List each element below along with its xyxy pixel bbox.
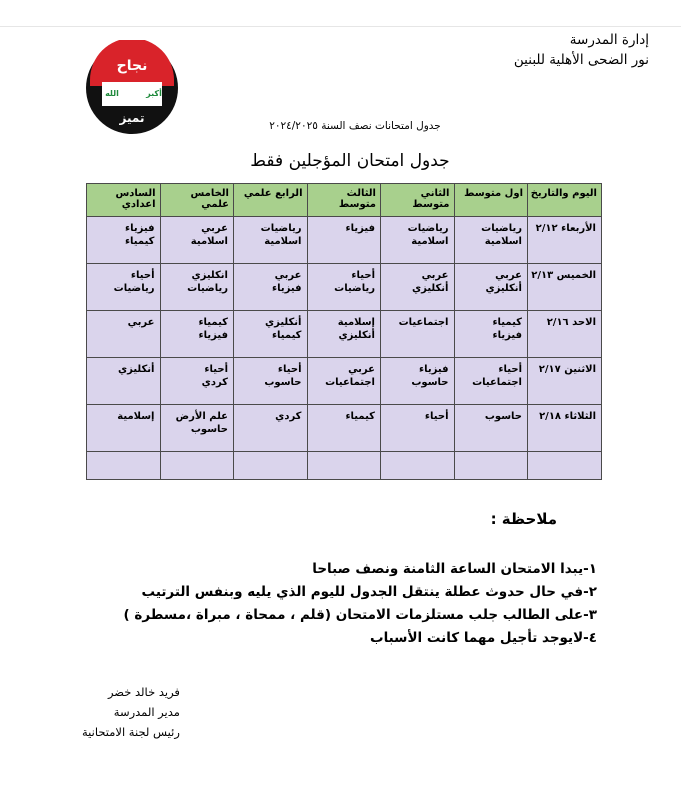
subject-name: كيمياء: [345, 411, 375, 422]
subject-name: كيمياء: [492, 317, 522, 328]
subject-name: اجتماعيات: [398, 317, 449, 328]
subject-cell: [160, 217, 234, 264]
subject-cell: [381, 217, 455, 264]
day-date-cell: الاثنين ٢/١٧: [528, 358, 602, 405]
subject-cell: [160, 264, 234, 311]
empty-row: [87, 452, 602, 480]
signer-name: فريد خالد خضر: [107, 685, 180, 699]
subject-name: عربي: [127, 317, 155, 328]
signer-role-1: مدير المدرسة: [113, 705, 180, 719]
table-row: [87, 405, 602, 452]
empty-cell: [381, 452, 455, 480]
table-row: [87, 217, 602, 264]
subject-name: عربي: [495, 270, 522, 281]
subject-cell: [454, 358, 528, 405]
subject-cell: [87, 264, 161, 311]
exam-subtitle: جدول امتحانات نصف السنة ٢٠٢٤/٢٠٢٥: [269, 120, 441, 132]
subject-cell: [454, 217, 528, 264]
subject-name: رياضيات: [260, 223, 302, 234]
day-date-cell: الخميس ٢/١٣: [528, 264, 602, 311]
subject-name: كردي: [201, 377, 228, 388]
subject-name: عربي: [201, 223, 228, 234]
note-item: ٣-على الطالب جلب مستلزمات الامتحان (قلم ، ممحاة ، مبراة ،مسطرة ): [123, 607, 597, 623]
subject-cell: [381, 311, 455, 358]
signer-role-2: رئيس لجنة الامتحانية: [82, 725, 180, 739]
subject-name: رياضيات: [113, 283, 155, 294]
notes-list: [124, 558, 597, 650]
subject-name: أحياء: [277, 364, 302, 375]
day-date-cell: الأربعاء ٢/١٢: [528, 217, 602, 264]
col-header: الثالث متوسط: [307, 184, 381, 217]
subject-cell: [234, 264, 308, 311]
subject-name: عربي: [274, 270, 302, 281]
empty-cell: [234, 452, 308, 480]
subject-name: فيزياء: [345, 223, 375, 234]
subject-name: حاسوب: [484, 411, 522, 422]
subject-name: إسلامية: [337, 317, 375, 328]
subject-name: كردي: [275, 411, 302, 422]
subject-name: اسلامية: [264, 236, 302, 247]
empty-cell: [454, 452, 528, 480]
subject-name: فيزياء: [125, 223, 155, 234]
subject-name: أنكليزي: [411, 283, 449, 294]
empty-cell: [528, 452, 602, 480]
page-title: جدول امتحان المؤجلين فقط: [250, 151, 450, 171]
note-item: ٢-في حال حدوث عطلة ينتقل الجدول لليوم الذي يليه وبنفس الترتيب: [141, 584, 597, 600]
subject-name: إسلامية: [117, 411, 155, 422]
subject-name: أنكليزي: [485, 283, 522, 294]
subject-cell: [234, 311, 308, 358]
empty-cell: [307, 452, 381, 480]
subject-name: انكليزي: [191, 270, 228, 281]
subject-name: أنكليزي: [264, 317, 302, 328]
subject-cell: [160, 358, 234, 405]
subject-name: اجتماعيات: [325, 377, 375, 388]
subject-cell: [307, 217, 381, 264]
subject-cell: [160, 405, 234, 452]
subject-cell: [234, 358, 308, 405]
subject-cell: [454, 264, 528, 311]
subject-name: حاسوب: [190, 424, 228, 435]
subject-cell: [87, 217, 161, 264]
subject-cell: [381, 358, 455, 405]
empty-cell: [160, 452, 234, 480]
subject-cell: [160, 311, 234, 358]
subject-cell: [87, 311, 161, 358]
subject-name: اجتماعيات: [472, 377, 522, 388]
table-row: [87, 311, 602, 358]
admin-line-1: إدارة المدرسة: [569, 32, 649, 48]
subject-name: أنكليزي: [117, 364, 155, 375]
table-header-row: [87, 184, 602, 217]
table-row: [87, 358, 602, 405]
subject-cell: [307, 264, 381, 311]
subject-cell: [381, 264, 455, 311]
subject-name: فيزياء: [272, 283, 302, 294]
subject-name: كيمياء: [198, 317, 228, 328]
subject-name: رياضيات: [334, 283, 375, 294]
note-item: ٤-لايوجد تأجيل مهما كانت الأسباب: [370, 630, 597, 646]
subject-name: أحياء: [498, 364, 522, 375]
empty-cell: [87, 452, 161, 480]
subject-name: أحياء: [351, 270, 375, 281]
subject-name: فيزياء: [419, 364, 449, 375]
subject-cell: [307, 405, 381, 452]
school-logo: [82, 40, 182, 136]
subject-name: علم الأرض: [175, 411, 228, 422]
subject-cell: [87, 405, 161, 452]
day-date-cell: الثلاثاء ٢/١٨: [528, 405, 602, 452]
subject-name: كيمياء: [124, 236, 155, 247]
table-row: [87, 264, 602, 311]
col-header: الخامس علمي: [160, 184, 234, 217]
subject-name: اسلامية: [190, 236, 228, 247]
subject-cell: [307, 311, 381, 358]
subject-cell: [307, 358, 381, 405]
col-header: اليوم والتاريخ: [528, 184, 602, 217]
subject-name: أحياء: [424, 411, 449, 422]
school-admin-block: [514, 30, 649, 70]
subject-cell: [87, 358, 161, 405]
subject-cell: [454, 405, 528, 452]
subject-name: رياضيات: [187, 283, 228, 294]
col-header: السادس اعدادي: [87, 184, 161, 217]
top-border: [0, 0, 681, 27]
subject-name: أنكليزي: [338, 330, 375, 341]
logo-word-2: أكبر: [146, 89, 162, 98]
subject-name: فيزياء: [198, 330, 228, 341]
subject-name: عربي: [421, 270, 449, 281]
logo-word-1: نجاح: [116, 58, 148, 74]
day-date-cell: الاحد ٢/١٦: [528, 311, 602, 358]
subject-name: فيزياء: [492, 330, 522, 341]
subject-cell: [454, 311, 528, 358]
notes-title: ملاحظة :: [490, 510, 557, 528]
subject-name: أحياء: [130, 270, 155, 281]
subject-name: أحياء: [204, 364, 228, 375]
subject-name: حاسوب: [411, 377, 449, 388]
col-header: الثاني متوسط: [381, 184, 455, 217]
subject-name: اسلامية: [484, 236, 522, 247]
note-item: ١-يبدا الامتحان الساعة الثامنة ونصف صباحا: [312, 561, 597, 577]
col-header: اول متوسط: [454, 184, 528, 217]
subject-cell: [381, 405, 455, 452]
logo-word-4: تميز: [119, 111, 145, 125]
subject-name: حاسوب: [264, 377, 302, 388]
subject-name: كيمياء: [271, 330, 302, 341]
subject-name: رياضيات: [481, 223, 522, 234]
logo-word-3: الله: [105, 89, 119, 98]
exam-schedule-table: [86, 183, 602, 480]
subject-cell: [234, 217, 308, 264]
signature-block: [82, 682, 180, 742]
subject-name: رياضيات: [407, 223, 449, 234]
subject-cell: [234, 405, 308, 452]
subject-name: اسلامية: [411, 236, 449, 247]
subject-name: عربي: [348, 364, 375, 375]
col-header: الرابع علمي: [234, 184, 308, 217]
admin-line-2: نور الضحى الأهلية للبنين: [513, 52, 649, 68]
